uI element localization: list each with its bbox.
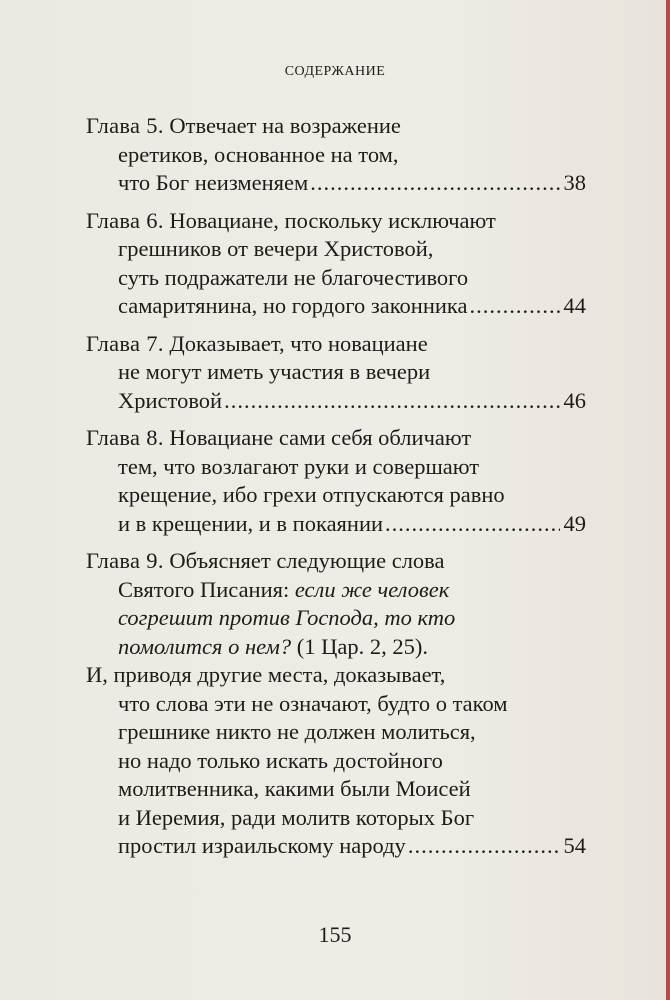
entry-leader-line — [86, 292, 586, 321]
entry-text: и Иеремия, ради молитв которых Бог — [118, 804, 475, 830]
entry-text: грешнике никто не должен молиться, — [118, 719, 476, 744]
entry-text: но надо только искать достойного — [118, 747, 443, 773]
entry-text: Новациане сами себя обличают — [169, 425, 472, 450]
scripture-quote: если же человек — [294, 576, 450, 602]
page-edge — [666, 0, 670, 1000]
entry-text: и в крещении, и в покаянии — [118, 510, 384, 536]
entry-text: самаритянина, но гордого законника — [118, 293, 468, 318]
entry-leader-line — [86, 387, 586, 416]
entry-leader-line — [86, 169, 586, 198]
entry-text: Доказывает, что новациане — [169, 330, 428, 356]
entry-text-line — [86, 576, 586, 605]
entry-text: грешников от вечери Христовой, — [118, 236, 434, 261]
scripture-reference: (1 Цар. 2, 25). — [291, 633, 429, 659]
page-ref: 46 — [563, 387, 586, 413]
toc-entry-8 — [86, 424, 586, 538]
entry-text: суть подражатели не благочестивого — [118, 264, 469, 290]
entry-text: Христовой — [118, 387, 223, 413]
entry-text: еретиков, основанное на том, — [118, 141, 399, 167]
entry-text-line — [86, 633, 586, 662]
entry-leader-line — [86, 832, 586, 861]
leader-dots — [408, 832, 560, 861]
toc-entry-7 — [86, 330, 586, 416]
leader-dots — [224, 387, 559, 416]
chapter-label: Глава 9. — [86, 548, 164, 573]
chapter-label: Глава 7. — [86, 330, 164, 356]
entry-text: Отвечает на возражение — [169, 113, 401, 138]
page-number: 155 — [318, 922, 352, 947]
entry-text: что Бог неизменяем — [118, 170, 309, 195]
toc-entry-9 — [86, 547, 586, 861]
scripture-quote: согрешит против Господа, то кто — [118, 605, 456, 630]
leader-dots — [385, 510, 559, 539]
table-of-contents — [86, 112, 586, 870]
entry-text: И, приводя другие места, доказывает, — [86, 662, 446, 687]
entry-text: простил израильскому народу — [118, 833, 406, 858]
entry-leader-line — [86, 510, 586, 539]
page-header: СОДЕРЖАНИЕ — [284, 64, 386, 79]
toc-entry-5 — [86, 112, 586, 198]
chapter-label: Глава 8. — [86, 425, 164, 450]
entry-text-line — [86, 604, 586, 633]
entry-text: Новациане, поскольку исключают — [169, 207, 496, 233]
page-ref: 54 — [563, 833, 586, 858]
scripture-quote: помолится о нем? — [118, 633, 292, 659]
entry-text: что слова эти не означают, будто о таком — [118, 690, 508, 716]
entry-text: молитвенника, какими были Моисей — [118, 776, 471, 801]
entry-text: Святого Писания: — [118, 576, 295, 602]
page-ref: 44 — [563, 293, 586, 318]
toc-entry-6 — [86, 207, 586, 321]
leader-dots — [310, 169, 559, 198]
entry-text: тем, что возлагают руки и совершают — [118, 453, 480, 479]
page-ref: 49 — [563, 510, 586, 536]
chapter-label: Глава 6. — [86, 207, 164, 233]
chapter-label: Глава 5. — [86, 113, 164, 138]
entry-text: не могут иметь участия в вечери — [118, 359, 431, 384]
leader-dots — [470, 292, 560, 321]
entry-text: крещение, ибо грехи отпускаются равно — [118, 482, 505, 507]
page-ref: 38 — [563, 170, 586, 195]
entry-text: Объясняет следующие слова — [169, 548, 445, 573]
